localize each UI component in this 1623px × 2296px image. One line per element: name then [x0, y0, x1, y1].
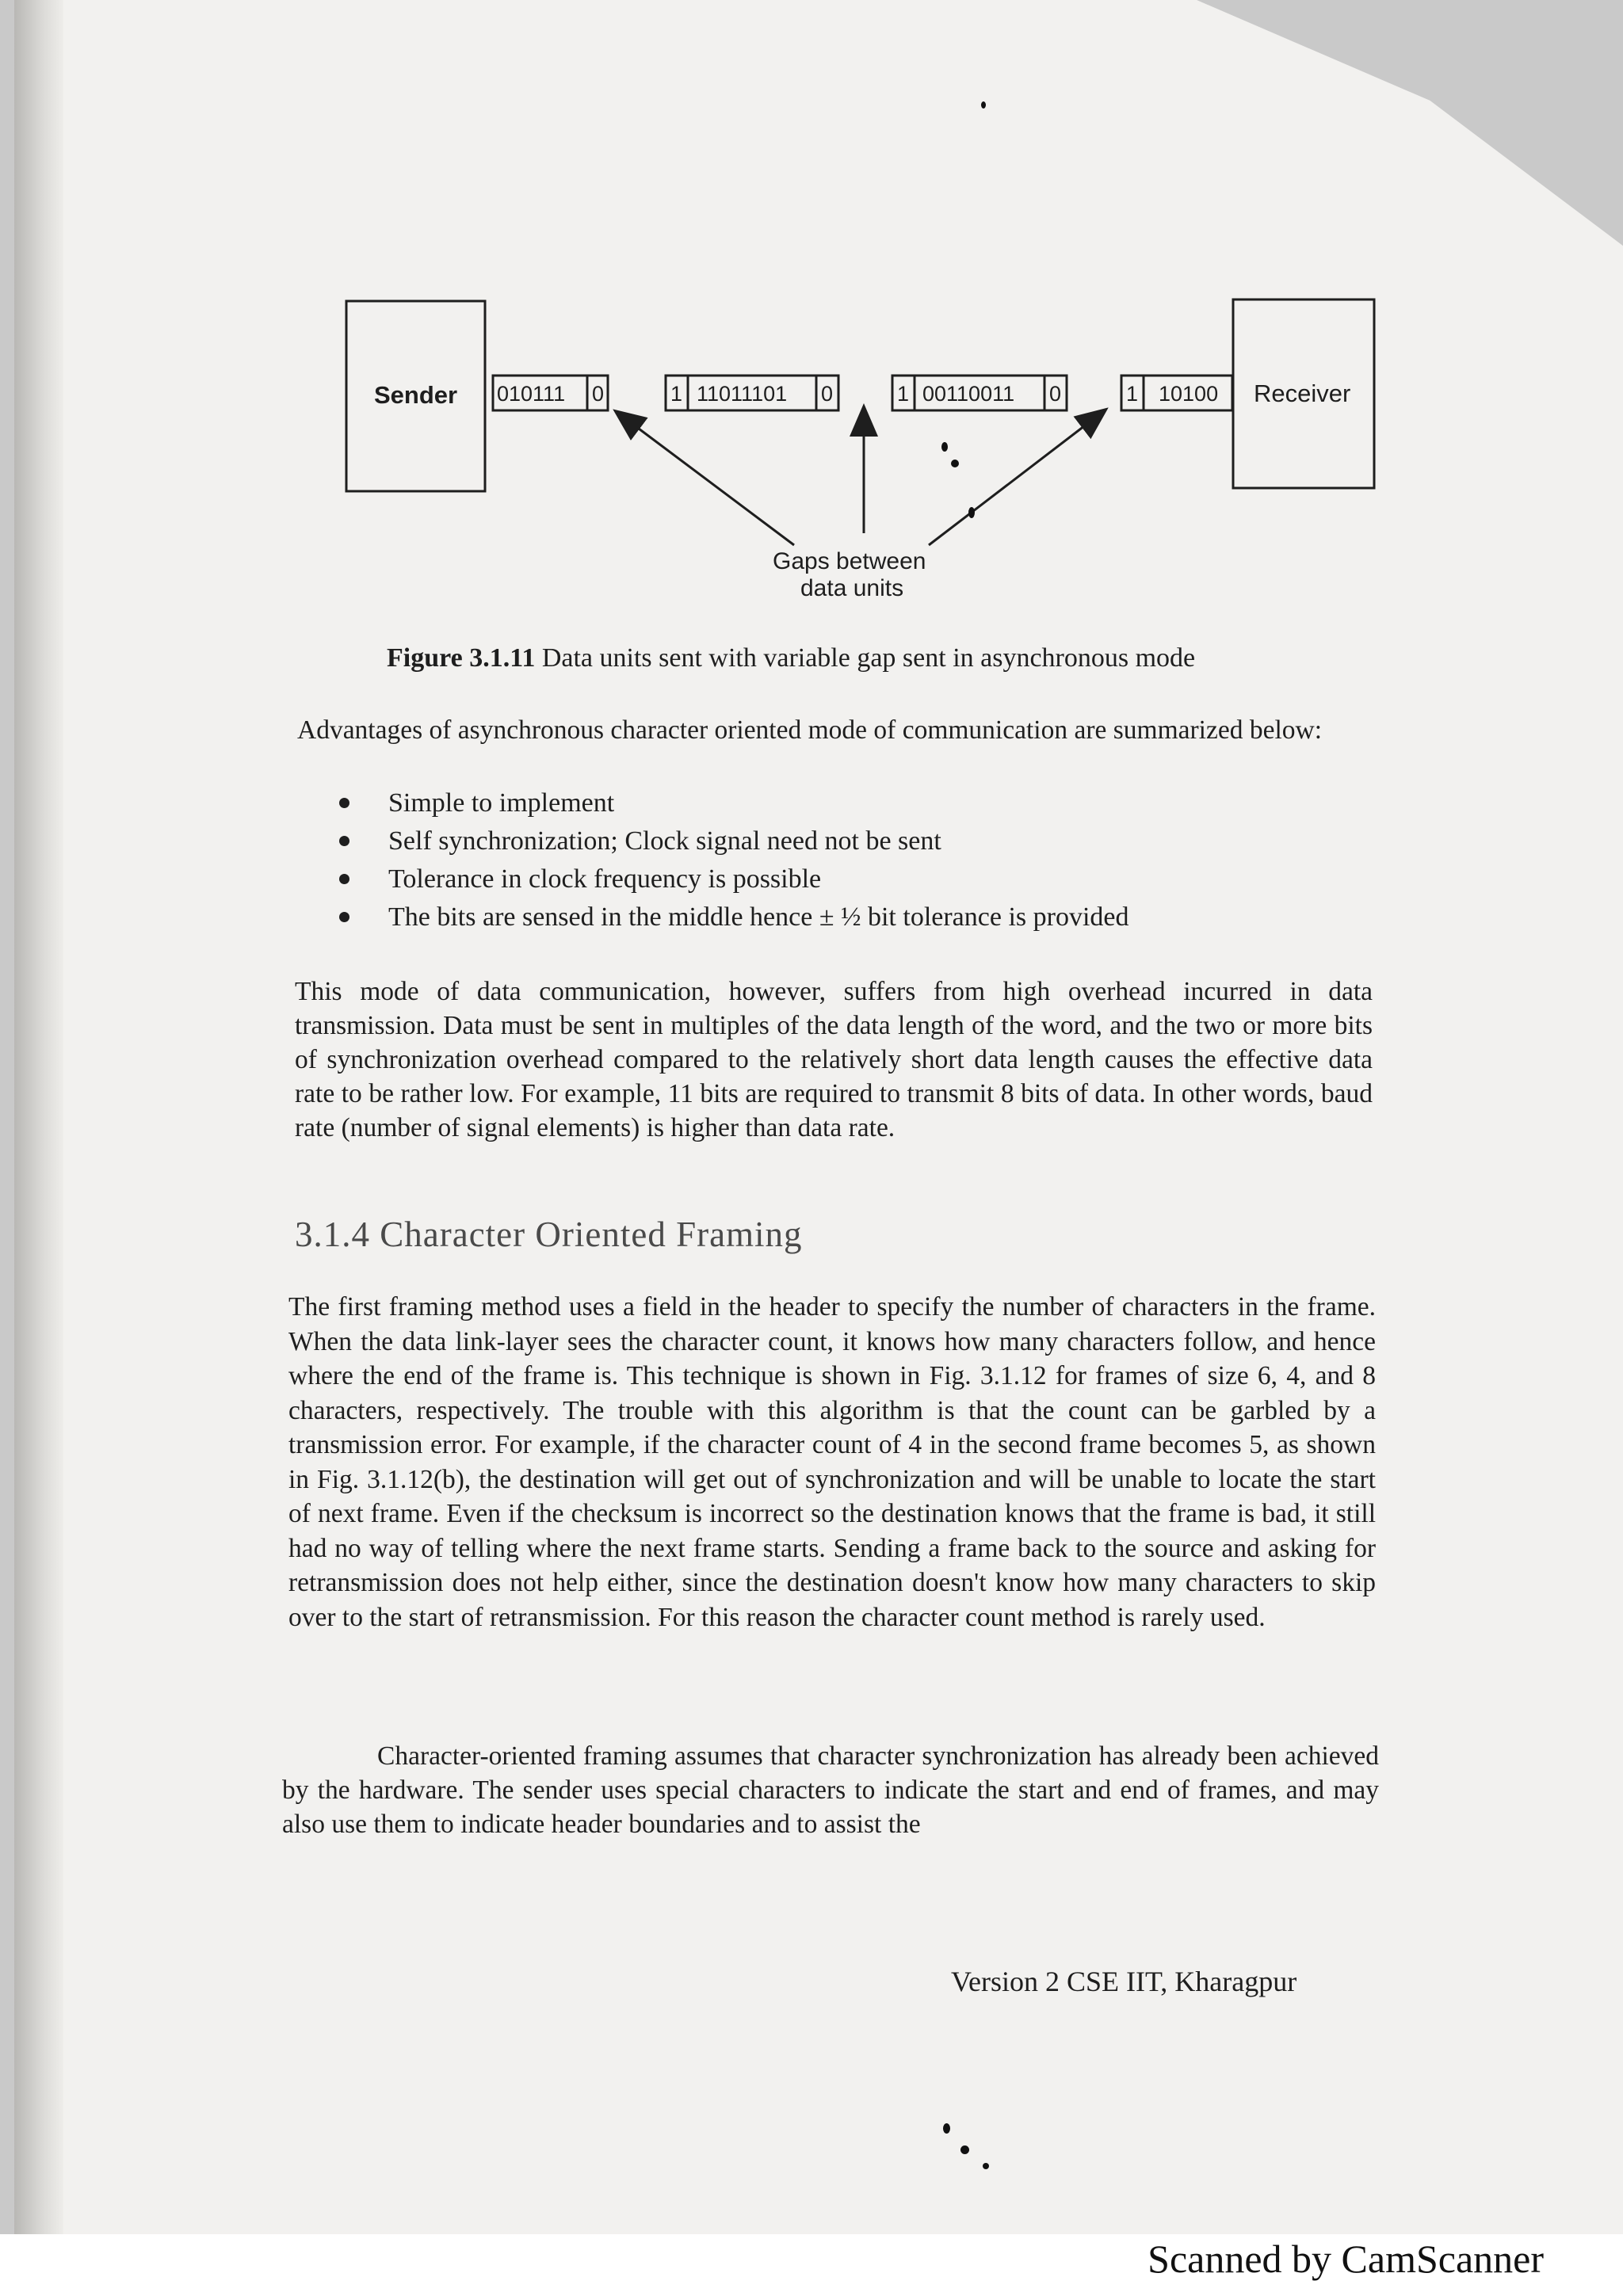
figure-async-data-units — [0, 0, 1623, 713]
character-count-paragraph: The first framing method uses a field in the header to specify the number of characters in the frame. When the data link-layer sees the character count, it knows how many characters follow, and hence where the end of the frame is. This technique is shown in Fig. 3.1.12 for frames of size 6, 4, and 8 characters, respectively. The trouble with this algorithm is that the count can be garbled by a transmission error. For example, if the character count of 4 in the second frame becomes 5, as shown in Fig. 3.1.12(b), the destination will get out of synchronization and will be unable to locate the start of next frame. Even if the checksum is incorrect so the destination knows that the frame is bad, it still had no way of telling where the next frame starts. Sending a frame back to the source and asking for retransmission does not help either, since the destination doesn't know how many characters to skip over to the start of retransmission. For this reason the character count method is rarely used. — [288, 1292, 1376, 1632]
sender-label: Sender — [374, 381, 458, 409]
scan-speck — [981, 101, 986, 109]
scan-speck — [951, 460, 959, 467]
receiver-label: Receiver — [1254, 379, 1351, 407]
advantages-list — [337, 784, 1129, 936]
frame-2 — [666, 376, 838, 410]
frame-2-data: 11011101 — [697, 382, 788, 406]
frame-3 — [892, 376, 1067, 410]
figure-caption — [387, 643, 1195, 673]
bullet-icon — [339, 798, 349, 808]
bullet-icon — [339, 912, 349, 922]
frame-3-stop: 0 — [1049, 382, 1062, 406]
frame-2-start: 1 — [670, 382, 683, 406]
page-footer-version: Version 2 CSE IIT, Kharagpur — [951, 1966, 1297, 1997]
scan-speck — [968, 507, 975, 518]
frame-4-start: 1 — [1126, 382, 1139, 406]
figure-caption-label: Figure 3.1.11 — [387, 643, 536, 673]
gap-arrow-left — [617, 412, 794, 545]
bullet-icon — [339, 874, 349, 884]
scan-speck — [983, 2163, 989, 2169]
list-item: Tolerance in clock frequency is possible — [337, 860, 1129, 898]
frame-1-data: 010111 — [497, 382, 566, 406]
advantages-intro: Advantages of asynchronous character oriented mode of communication are summarized below: — [297, 715, 1323, 745]
list-item: The bits are sensed in the middle hence ± ½ bit tolerance is provided — [337, 898, 1129, 936]
frame-3-data: 00110011 — [922, 382, 1015, 406]
frame-4-data: 10100 — [1159, 382, 1219, 406]
gap-note-line1: Gaps between — [773, 548, 926, 574]
gap-arrow-right — [929, 410, 1105, 545]
frame-1-stop: 0 — [592, 382, 605, 406]
list-item: Simple to implement — [337, 784, 1129, 822]
scan-watermark: Scanned by CamScanner — [1148, 2237, 1544, 2281]
frame-2-stop: 0 — [821, 382, 834, 406]
overhead-paragraph: This mode of data communication, however, suffers from high overhead incurred in data transmission. Data must be sent in multiples of the data length of the word, and the two or more bits of synchronization overhead compared to the relatively short data length causes the effective data rate to be rather low. For example, 11 bits are required to transmit 8 bits of data. In other words, baud rate (number of signal elements) is higher than data rate. — [295, 977, 1373, 1142]
frame-3-start: 1 — [897, 382, 910, 406]
scan-speck — [943, 2123, 950, 2134]
figure-caption-text: Data units sent with variable gap sent in asynchronous mode — [535, 643, 1196, 673]
bullet-icon — [339, 836, 349, 846]
scan-speck — [960, 2145, 969, 2154]
scan-speck — [941, 442, 948, 452]
list-item: Self synchronization; Clock signal need not be sent — [337, 822, 1129, 860]
frame-1 — [493, 376, 608, 410]
frame-4 — [1121, 376, 1232, 410]
character-oriented-paragraph: Character-oriented framing assumes that character synchronization has already been achieved by the hardware. The sender uses special characters to indicate the start and end of frames, and may also use them to indicate header boundaries and to assist the — [282, 1741, 1379, 1839]
gap-note-line2: data units — [800, 575, 904, 601]
section-heading: 3.1.4 Character Oriented Framing — [295, 1215, 803, 1254]
